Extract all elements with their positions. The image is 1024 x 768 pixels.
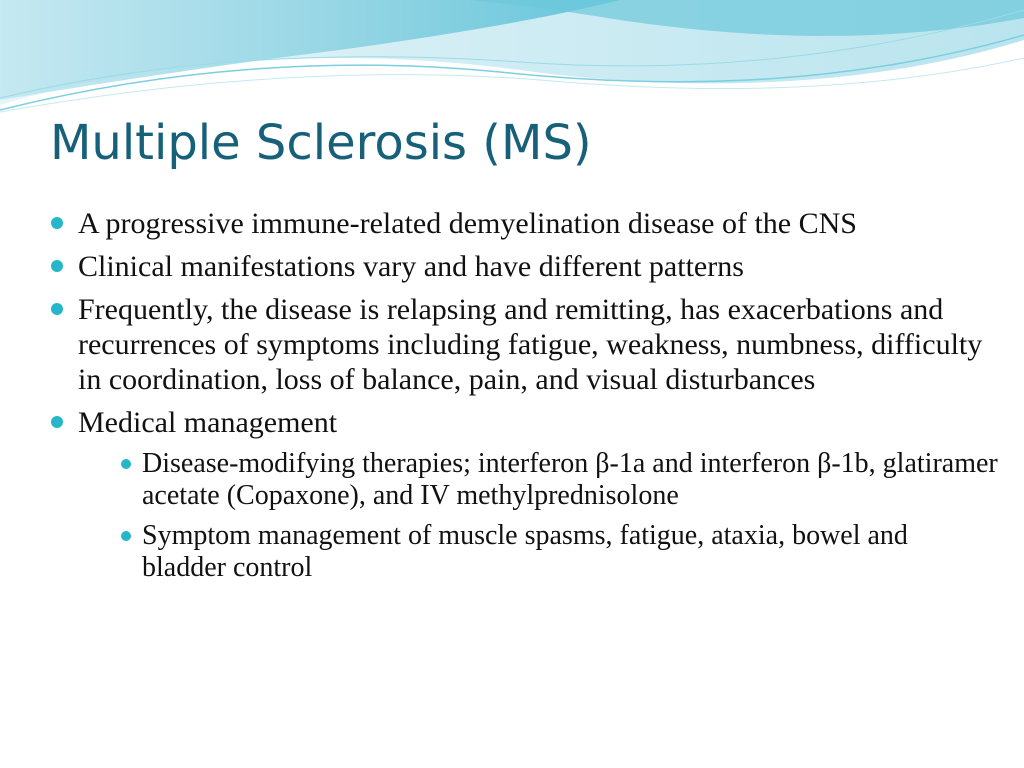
bullet-dot-icon: [51, 416, 63, 428]
bullet-item: [48, 249, 998, 284]
bullet-text: Medical management: [78, 406, 338, 439]
sub-bullet-text: Disease-modifying therapies; interferon β-1a and interferon β-1b, glatiramer acetate (Copaxone), and IV methylprednisolone: [142, 448, 998, 511]
slide-title: Multiple Sclerosis (MS): [50, 115, 592, 171]
sub-bullet-item: [118, 448, 998, 512]
bullet-item: [48, 206, 998, 241]
sub-bullet-dot-icon: [121, 459, 131, 469]
bullet-dot-icon: [51, 217, 63, 229]
bullet-item: [48, 292, 998, 397]
sub-bullet-dot-icon: [121, 531, 131, 541]
sub-bullet-text: Symptom management of muscle spasms, fatigue, ataxia, bowel and bladder control: [142, 520, 908, 583]
wave-header-decoration: [0, 0, 1024, 120]
slide-content: [48, 206, 998, 592]
bullet-text: Clinical manifestations vary and have different patterns: [78, 250, 744, 283]
sub-bullet-item: [118, 520, 998, 584]
sub-bullet-list: [78, 448, 998, 584]
bullet-item: [48, 405, 998, 584]
bullet-dot-icon: [51, 260, 63, 272]
bullet-list: [48, 206, 998, 584]
bullet-text: Frequently, the disease is relapsing and remitting, has exacerbations and recurrences of symptoms including fatigue, weakness, numbness, difficulty in coordination, loss of balance, pain, and visual disturbances: [78, 293, 983, 396]
bullet-dot-icon: [51, 303, 63, 315]
bullet-text: A progressive immune-related demyelination disease of the CNS: [78, 207, 857, 240]
